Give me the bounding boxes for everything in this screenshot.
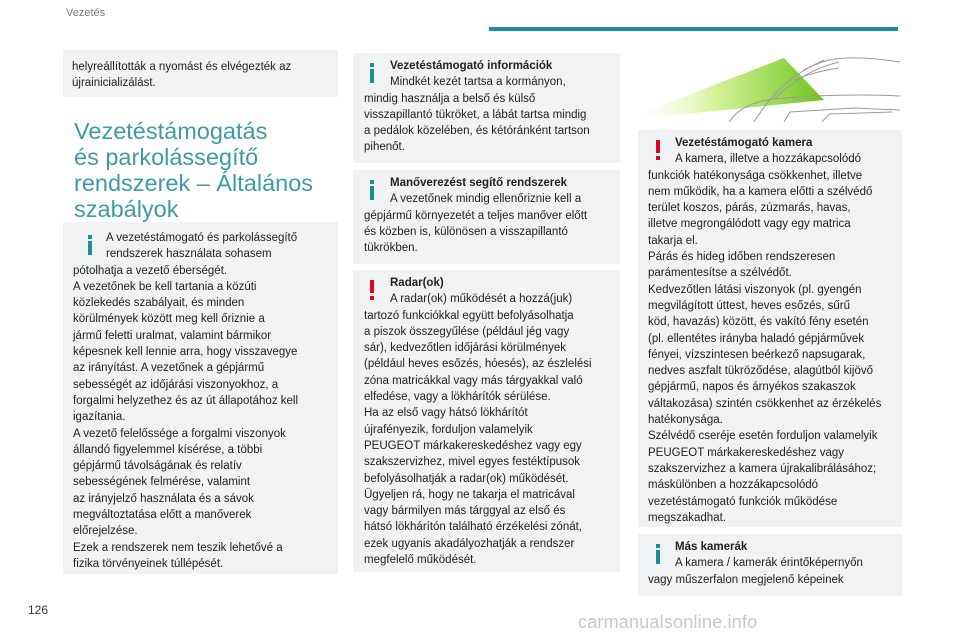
- info-box-general: [63, 222, 338, 574]
- continuation-text: helyreállították a nyomást és elvégezték az újrainicializálást.: [72, 61, 292, 90]
- info-box-manoeuvre: [353, 170, 620, 264]
- warning-box-camera: [638, 130, 902, 527]
- header-accent-bar: [489, 27, 898, 31]
- info-box-text: A vezetéstámogató és parkolássegítő rendszerek használata sohasem pótolhatja a vezető éberségét. A vezetőnek be kell tartania a közúti közlekedés szabályait, és minden körülmények között meg kell őriznie a jármű feletti uralmat, valamint bármikor képesnek kell lennie arra, hogy visszavegye az irányítást. A vezetőnek a gépjármű sebességét az időjárási viszonyokhoz, a forgalmi helyzethez és az út állapotához kell igazítania. A vezető felelőssége a forgalmi viszonyok állandó figyelemmel kísérése, a többi gépjármű távolságának és relatív sebességének felmérése, valamint az irányjelző használata és a sávok megváltoztatása előtt a manőverek előrejelzése. Ezek a rendszerek nem teszik lehetővé a fizika törvényeinek túllépését.: [73, 232, 299, 570]
- page-number: 126: [28, 603, 49, 617]
- continuation-box: [63, 50, 338, 97]
- info-box-driving-assist: [353, 53, 620, 163]
- running-header-title: Vezetés: [66, 7, 106, 19]
- warning-box-text: Radar(ok) A radar(ok) működését a hozzá(juk) tartozó funkciókkal együtt befolyásolhatja a piszok összegyűlése (például jég vagy sár), kedvezőtlen időjárási körülmények (például heves esőzés, hóesés), az észlelési zóna matricákkal vagy más tárgyakkal való elfedése, vagy a lökhárítók sérülése. Ha az első vagy hátsó lökhárítót újrafényezik, forduljon valamelyik PEUGEOT márkakereskedéshez vagy egy szakszervizhez, mivel egyes festéktípusok befolyásolhatják a radar(ok) működését. Ügyeljen rá, hogy ne takarja el matricával vagy bármilyen más tárggyal az első és hátsó lökhárítón található érzékelési zónát, ezek ugyanis akadályozhatják a rendszer megfelelő működését.: [364, 277, 592, 567]
- section-title: Vezetéstámogatás és parkolássegítő rendszerek – Általános szabályok: [74, 118, 314, 222]
- watermark: carmanualsonline.info: [578, 612, 758, 632]
- warning-box-text: Vezetéstámogató kamera A kamera, illetve a hozzákapcsolódó funkciók hatékonysága csökkenhet, illetve nem működik, ha a kamera előtti a szélvédő terület koszos, párás, zúzmarás, havas, illetve megrongálódott vagy egy matrica takarja el. Párás és hideg időben rendszeresen parámentesítse a szélvédőt. Kedvezőtlen látási viszonyok (pl. gyengén megvilágított úttest, heves esőzés, sűrű köd, havazás) között, és vakító fény esetén (pl. ellentétes irányba haladó gépjárművek fényei, vízszintesen beérkező napsugarak, nedves aszfalt tükröződése, alagútból kijövő gépjármű, napos és árnyékos szakaszok váltakozása) szintén csökkenhet az érzékelés hatékonysága. Szélvédő cseréje esetén forduljon valamelyik PEUGEOT márkakereskedéshez vagy szakszervizhez a kamera újrakalibrálásához; máskülönben a hozzákapcsolódó vezetéstámogató funkciók működése megszakadhat.: [648, 137, 882, 524]
- warning-box-radar: [353, 270, 620, 572]
- info-box-text: Más kamerák A kamera / kamerák érintőképernyőn vagy műszerfalon megjelenő képeinek: [648, 541, 863, 586]
- info-box-text: Manőverezést segítő rendszerek A vezetőnek mindig ellenőriznie kell a gépjármű környezetét a teljes manőver előtt és közben is, különösen a visszapillantó tükrökben.: [364, 177, 588, 255]
- info-box-text: Vezetéstámogató információk Mindkét kezét tartsa a kormányon, mindig használja a belső és külső visszapillantó tükröket, a lábát tartsa mindig a pedálok közelében, és kétóránként tartson pihenőt.: [364, 60, 590, 154]
- car-front-illustration: [624, 50, 900, 122]
- camera-field-of-view: [624, 58, 824, 120]
- info-box-other-cameras: [638, 534, 902, 596]
